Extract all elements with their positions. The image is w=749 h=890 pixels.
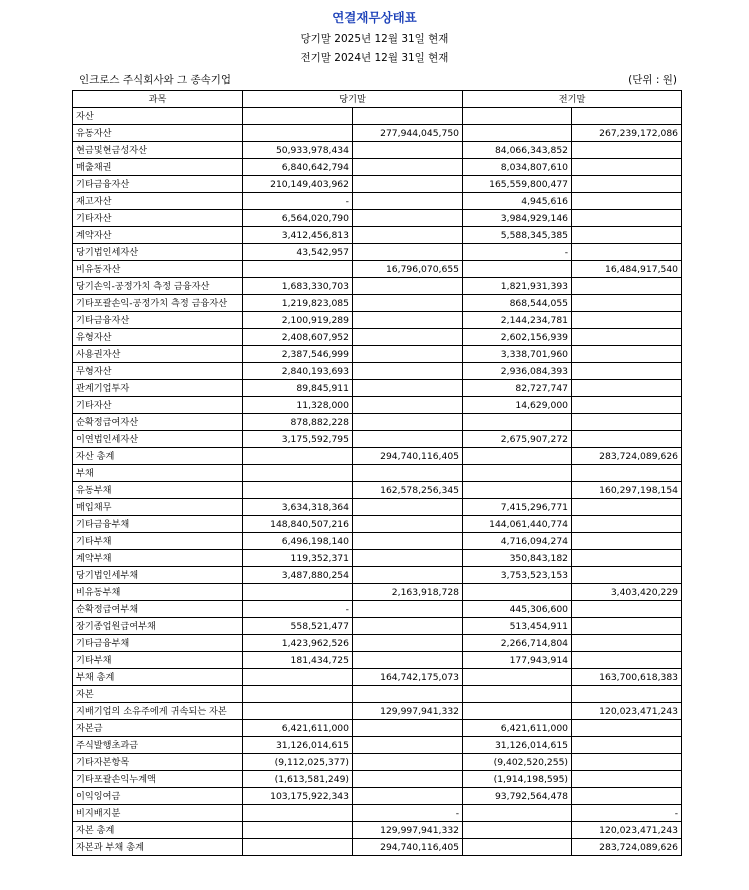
table-row [73, 193, 682, 210]
current-subtotal-amount [353, 720, 463, 737]
current-subtotal-amount [353, 567, 463, 584]
table-row [73, 431, 682, 448]
current-item-amount [243, 261, 353, 278]
account-cell: 유형자산 [73, 329, 243, 346]
prior-subtotal-amount: 283,724,089,626 [572, 839, 682, 856]
table-row [73, 278, 682, 295]
prior-item-amount: 82,727,747 [463, 380, 572, 397]
prior-item-amount: 2,266,714,804 [463, 635, 572, 652]
current-item-amount: 11,328,000 [243, 397, 353, 414]
prior-item-amount: 5,588,345,385 [463, 227, 572, 244]
prior-subtotal-amount [572, 550, 682, 567]
current-item-amount: 558,521,477 [243, 618, 353, 635]
current-item-amount [243, 465, 353, 482]
current-subtotal-amount: 294,740,116,405 [353, 839, 463, 856]
current-subtotal-amount [353, 159, 463, 176]
table-row [73, 839, 682, 856]
account-cell: 기타포괄손익-공정가치 측정 금융자산 [73, 295, 243, 312]
prior-subtotal-amount [572, 771, 682, 788]
prior-item-amount: 4,716,094,274 [463, 533, 572, 550]
unit-label: (단위 : 원) [628, 74, 677, 86]
header-prior: 전기말 [463, 91, 682, 108]
account-cell: 지배기업의 소유주에게 귀속되는 자본 [73, 703, 243, 720]
account-cell: 이익잉여금 [73, 788, 243, 805]
table-row [73, 550, 682, 567]
prior-subtotal-amount [572, 618, 682, 635]
table-row [73, 703, 682, 720]
balance-sheet-table [72, 90, 682, 856]
current-subtotal-amount [353, 193, 463, 210]
table-row [73, 414, 682, 431]
prior-subtotal-amount: 120,023,471,243 [572, 822, 682, 839]
account-cell: 주식발행초과금 [73, 737, 243, 754]
current-item-amount: 119,352,371 [243, 550, 353, 567]
account-cell: 계약부채 [73, 550, 243, 567]
current-subtotal-amount [353, 244, 463, 261]
company-name: 인크로스 주식회사와 그 종속기업 [79, 74, 232, 86]
current-item-amount [243, 482, 353, 499]
table-row [73, 822, 682, 839]
prior-subtotal-amount: 267,239,172,086 [572, 125, 682, 142]
current-subtotal-amount [353, 210, 463, 227]
table-row [73, 210, 682, 227]
table-row [73, 159, 682, 176]
current-subtotal-amount [353, 618, 463, 635]
table-row [73, 108, 682, 125]
account-cell: 자본 [73, 686, 243, 703]
prior-item-amount: 513,454,911 [463, 618, 572, 635]
table-row [73, 465, 682, 482]
prior-item-amount: 7,415,296,771 [463, 499, 572, 516]
prior-item-amount [463, 125, 572, 142]
prior-item-amount: - [463, 244, 572, 261]
account-cell: 순확정급여자산 [73, 414, 243, 431]
current-subtotal-amount [353, 397, 463, 414]
current-subtotal-amount [353, 329, 463, 346]
account-cell: 유동부채 [73, 482, 243, 499]
prior-subtotal-amount [572, 720, 682, 737]
account-cell: 관계기업투자 [73, 380, 243, 397]
current-subtotal-amount [353, 312, 463, 329]
prior-subtotal-amount [572, 380, 682, 397]
table-row [73, 312, 682, 329]
prior-item-amount [463, 482, 572, 499]
current-item-amount: 50,933,978,434 [243, 142, 353, 159]
current-item-amount [243, 448, 353, 465]
prior-item-amount [463, 686, 572, 703]
account-cell: 사용권자산 [73, 346, 243, 363]
prior-subtotal-amount [572, 108, 682, 125]
current-item-amount [243, 703, 353, 720]
table-row [73, 635, 682, 652]
current-subtotal-amount [353, 601, 463, 618]
prior-subtotal-amount [572, 601, 682, 618]
current-item-amount: 3,634,318,364 [243, 499, 353, 516]
current-item-amount: (9,112,025,377) [243, 754, 353, 771]
prior-item-amount: 4,945,616 [463, 193, 572, 210]
table-row [73, 516, 682, 533]
prior-item-amount [463, 465, 572, 482]
current-subtotal-amount [353, 550, 463, 567]
current-subtotal-amount: 129,997,941,332 [353, 822, 463, 839]
prior-item-amount: 144,061,440,774 [463, 516, 572, 533]
current-subtotal-amount [353, 652, 463, 669]
prior-subtotal-amount [572, 754, 682, 771]
table-row [73, 380, 682, 397]
account-cell: 부채 총계 [73, 669, 243, 686]
prior-item-amount [463, 414, 572, 431]
prior-subtotal-amount [572, 329, 682, 346]
prior-subtotal-amount [572, 686, 682, 703]
account-cell: 유동자산 [73, 125, 243, 142]
account-cell: 당기법인세부채 [73, 567, 243, 584]
account-cell: 기타금융부채 [73, 516, 243, 533]
prior-item-amount: 2,602,156,939 [463, 329, 572, 346]
table-row [73, 346, 682, 363]
prior-subtotal-amount: 160,297,198,154 [572, 482, 682, 499]
current-subtotal-amount [353, 516, 463, 533]
table-row [73, 125, 682, 142]
prior-item-amount [463, 261, 572, 278]
statement-title: 연결재무상태표 [332, 10, 417, 25]
account-cell: 장기종업원급여부채 [73, 618, 243, 635]
prior-item-amount [463, 805, 572, 822]
current-item-amount: - [243, 601, 353, 618]
prior-item-amount: 868,544,055 [463, 295, 572, 312]
prior-subtotal-amount [572, 295, 682, 312]
current-item-amount: 6,564,020,790 [243, 210, 353, 227]
prior-item-amount [463, 669, 572, 686]
header-row [73, 91, 682, 108]
account-cell: 순확정급여부채 [73, 601, 243, 618]
prior-item-amount: 2,936,084,393 [463, 363, 572, 380]
current-subtotal-amount [353, 176, 463, 193]
table-row [73, 227, 682, 244]
table-row [73, 771, 682, 788]
current-item-amount: 6,840,642,794 [243, 159, 353, 176]
prior-subtotal-amount [572, 414, 682, 431]
current-item-amount [243, 669, 353, 686]
header-account: 과목 [73, 91, 243, 108]
account-cell: 이연법인세자산 [73, 431, 243, 448]
prior-item-amount: (1,914,198,595) [463, 771, 572, 788]
prior-subtotal-amount: - [572, 805, 682, 822]
account-cell: 당기법인세자산 [73, 244, 243, 261]
prior-item-amount: 31,126,014,615 [463, 737, 572, 754]
current-item-amount: 1,219,823,085 [243, 295, 353, 312]
current-subtotal-amount [353, 686, 463, 703]
prior-subtotal-amount [572, 363, 682, 380]
account-cell: 자본과 부채 총계 [73, 839, 243, 856]
prior-subtotal-amount [572, 567, 682, 584]
account-cell: 기타금융자산 [73, 176, 243, 193]
prior-subtotal-amount [572, 244, 682, 261]
account-cell: 자산 [73, 108, 243, 125]
table-row [73, 295, 682, 312]
prior-item-amount: 3,753,523,153 [463, 567, 572, 584]
current-item-amount: 2,387,546,999 [243, 346, 353, 363]
account-cell: 재고자산 [73, 193, 243, 210]
prior-item-amount [463, 703, 572, 720]
prior-item-amount [463, 822, 572, 839]
table-row [73, 652, 682, 669]
account-cell: 무형자산 [73, 363, 243, 380]
prior-subtotal-amount [572, 465, 682, 482]
prior-item-amount [463, 108, 572, 125]
current-subtotal-amount: 277,944,045,750 [353, 125, 463, 142]
current-subtotal-amount [353, 533, 463, 550]
prior-subtotal-amount: 3,403,420,229 [572, 584, 682, 601]
prior-item-amount: 165,559,800,477 [463, 176, 572, 193]
prior-item-amount [463, 839, 572, 856]
current-item-amount [243, 686, 353, 703]
current-subtotal-amount [353, 737, 463, 754]
current-item-amount: 31,126,014,615 [243, 737, 353, 754]
prior-subtotal-amount [572, 159, 682, 176]
current-item-amount: 148,840,507,216 [243, 516, 353, 533]
table-row [73, 618, 682, 635]
prior-subtotal-amount [572, 635, 682, 652]
current-item-amount: 1,683,330,703 [243, 278, 353, 295]
table-row [73, 482, 682, 499]
current-item-amount [243, 584, 353, 601]
current-subtotal-amount [353, 142, 463, 159]
prior-subtotal-amount [572, 312, 682, 329]
account-cell: 기타부채 [73, 652, 243, 669]
prior-subtotal-amount [572, 431, 682, 448]
current-subtotal-amount [353, 108, 463, 125]
current-item-amount: 210,149,403,962 [243, 176, 353, 193]
table-body [73, 108, 682, 856]
prior-item-amount [463, 584, 572, 601]
prior-item-amount: 177,943,914 [463, 652, 572, 669]
prior-subtotal-amount [572, 788, 682, 805]
prior-item-amount: (9,402,520,255) [463, 754, 572, 771]
prior-item-amount: 8,034,807,610 [463, 159, 572, 176]
table-row [73, 805, 682, 822]
current-subtotal-amount: 294,740,116,405 [353, 448, 463, 465]
prior-period-line: 전기말 2024년 12월 31일 현재 [300, 52, 449, 64]
table-row [73, 737, 682, 754]
current-item-amount [243, 125, 353, 142]
prior-item-amount: 84,066,343,852 [463, 142, 572, 159]
account-cell: 부채 [73, 465, 243, 482]
current-subtotal-amount [353, 363, 463, 380]
header-current: 당기말 [243, 91, 463, 108]
current-subtotal-amount: 2,163,918,728 [353, 584, 463, 601]
prior-subtotal-amount [572, 142, 682, 159]
table-row [73, 686, 682, 703]
current-subtotal-amount [353, 754, 463, 771]
current-item-amount: 3,412,456,813 [243, 227, 353, 244]
current-item-amount: 181,434,725 [243, 652, 353, 669]
current-item-amount: 3,487,880,254 [243, 567, 353, 584]
prior-subtotal-amount [572, 227, 682, 244]
account-cell: 기타금융자산 [73, 312, 243, 329]
current-item-amount [243, 805, 353, 822]
prior-item-amount: 93,792,564,478 [463, 788, 572, 805]
account-cell: 자산 총계 [73, 448, 243, 465]
prior-subtotal-amount: 120,023,471,243 [572, 703, 682, 720]
current-item-amount: 3,175,592,795 [243, 431, 353, 448]
prior-subtotal-amount [572, 278, 682, 295]
account-cell: 기타부채 [73, 533, 243, 550]
current-item-amount: 89,845,911 [243, 380, 353, 397]
prior-item-amount: 350,843,182 [463, 550, 572, 567]
table-row [73, 567, 682, 584]
current-subtotal-amount: 162,578,256,345 [353, 482, 463, 499]
account-cell: 계약자산 [73, 227, 243, 244]
account-cell: 비지배지분 [73, 805, 243, 822]
prior-subtotal-amount [572, 397, 682, 414]
table-row [73, 142, 682, 159]
current-item-amount [243, 108, 353, 125]
current-item-amount: (1,613,581,249) [243, 771, 353, 788]
table-row [73, 176, 682, 193]
account-cell: 자본금 [73, 720, 243, 737]
current-subtotal-amount: - [353, 805, 463, 822]
account-cell: 비유동부채 [73, 584, 243, 601]
current-item-amount [243, 822, 353, 839]
table-row [73, 584, 682, 601]
table-row [73, 261, 682, 278]
current-subtotal-amount [353, 788, 463, 805]
prior-subtotal-amount: 163,700,618,383 [572, 669, 682, 686]
current-item-amount: 1,423,962,526 [243, 635, 353, 652]
current-subtotal-amount [353, 771, 463, 788]
account-cell: 기타자본항목 [73, 754, 243, 771]
current-item-amount: 43,542,957 [243, 244, 353, 261]
account-cell: 비유동자산 [73, 261, 243, 278]
prior-item-amount: 445,306,600 [463, 601, 572, 618]
current-subtotal-amount [353, 295, 463, 312]
table-row [73, 397, 682, 414]
account-cell: 당기손익-공정가치 측정 금융자산 [73, 278, 243, 295]
current-subtotal-amount [353, 346, 463, 363]
prior-subtotal-amount [572, 533, 682, 550]
account-cell: 기타금융부채 [73, 635, 243, 652]
current-subtotal-amount [353, 380, 463, 397]
prior-item-amount: 2,675,907,272 [463, 431, 572, 448]
current-subtotal-amount: 164,742,175,073 [353, 669, 463, 686]
table-row [73, 244, 682, 261]
prior-subtotal-amount [572, 499, 682, 516]
current-item-amount: - [243, 193, 353, 210]
current-subtotal-amount: 129,997,941,332 [353, 703, 463, 720]
current-period-line: 당기말 2025년 12월 31일 현재 [300, 33, 449, 45]
prior-item-amount: 6,421,611,000 [463, 720, 572, 737]
prior-subtotal-amount [572, 193, 682, 210]
current-item-amount: 878,882,228 [243, 414, 353, 431]
current-subtotal-amount [353, 431, 463, 448]
table-row [73, 499, 682, 516]
account-cell: 매입채무 [73, 499, 243, 516]
current-subtotal-amount [353, 414, 463, 431]
current-item-amount: 6,421,611,000 [243, 720, 353, 737]
account-cell: 기타자산 [73, 397, 243, 414]
current-subtotal-amount [353, 278, 463, 295]
account-cell: 자본 총계 [73, 822, 243, 839]
prior-item-amount: 2,144,234,781 [463, 312, 572, 329]
prior-item-amount: 1,821,931,393 [463, 278, 572, 295]
current-item-amount [243, 839, 353, 856]
current-subtotal-amount [353, 635, 463, 652]
prior-subtotal-amount [572, 210, 682, 227]
prior-subtotal-amount [572, 652, 682, 669]
current-item-amount: 2,840,193,693 [243, 363, 353, 380]
prior-item-amount [463, 448, 572, 465]
prior-item-amount: 3,984,929,146 [463, 210, 572, 227]
table-row [73, 720, 682, 737]
prior-item-amount: 14,629,000 [463, 397, 572, 414]
current-item-amount: 2,100,919,289 [243, 312, 353, 329]
account-cell: 기타자산 [73, 210, 243, 227]
prior-item-amount: 3,338,701,960 [463, 346, 572, 363]
prior-subtotal-amount [572, 737, 682, 754]
current-subtotal-amount [353, 465, 463, 482]
current-subtotal-amount: 16,796,070,655 [353, 261, 463, 278]
prior-subtotal-amount: 283,724,089,626 [572, 448, 682, 465]
current-subtotal-amount [353, 227, 463, 244]
table-row [73, 533, 682, 550]
account-cell: 매출채권 [73, 159, 243, 176]
prior-subtotal-amount: 16,484,917,540 [572, 261, 682, 278]
current-item-amount: 6,496,198,140 [243, 533, 353, 550]
table-row [73, 754, 682, 771]
table-row [73, 448, 682, 465]
current-subtotal-amount [353, 499, 463, 516]
table-row [73, 329, 682, 346]
table-row [73, 788, 682, 805]
account-cell: 기타포괄손익누계액 [73, 771, 243, 788]
table-row [73, 601, 682, 618]
prior-subtotal-amount [572, 516, 682, 533]
prior-subtotal-amount [572, 346, 682, 363]
current-item-amount: 2,408,607,952 [243, 329, 353, 346]
table-row [73, 363, 682, 380]
account-cell: 현금및현금성자산 [73, 142, 243, 159]
current-item-amount: 103,175,922,343 [243, 788, 353, 805]
prior-subtotal-amount [572, 176, 682, 193]
table-row [73, 669, 682, 686]
